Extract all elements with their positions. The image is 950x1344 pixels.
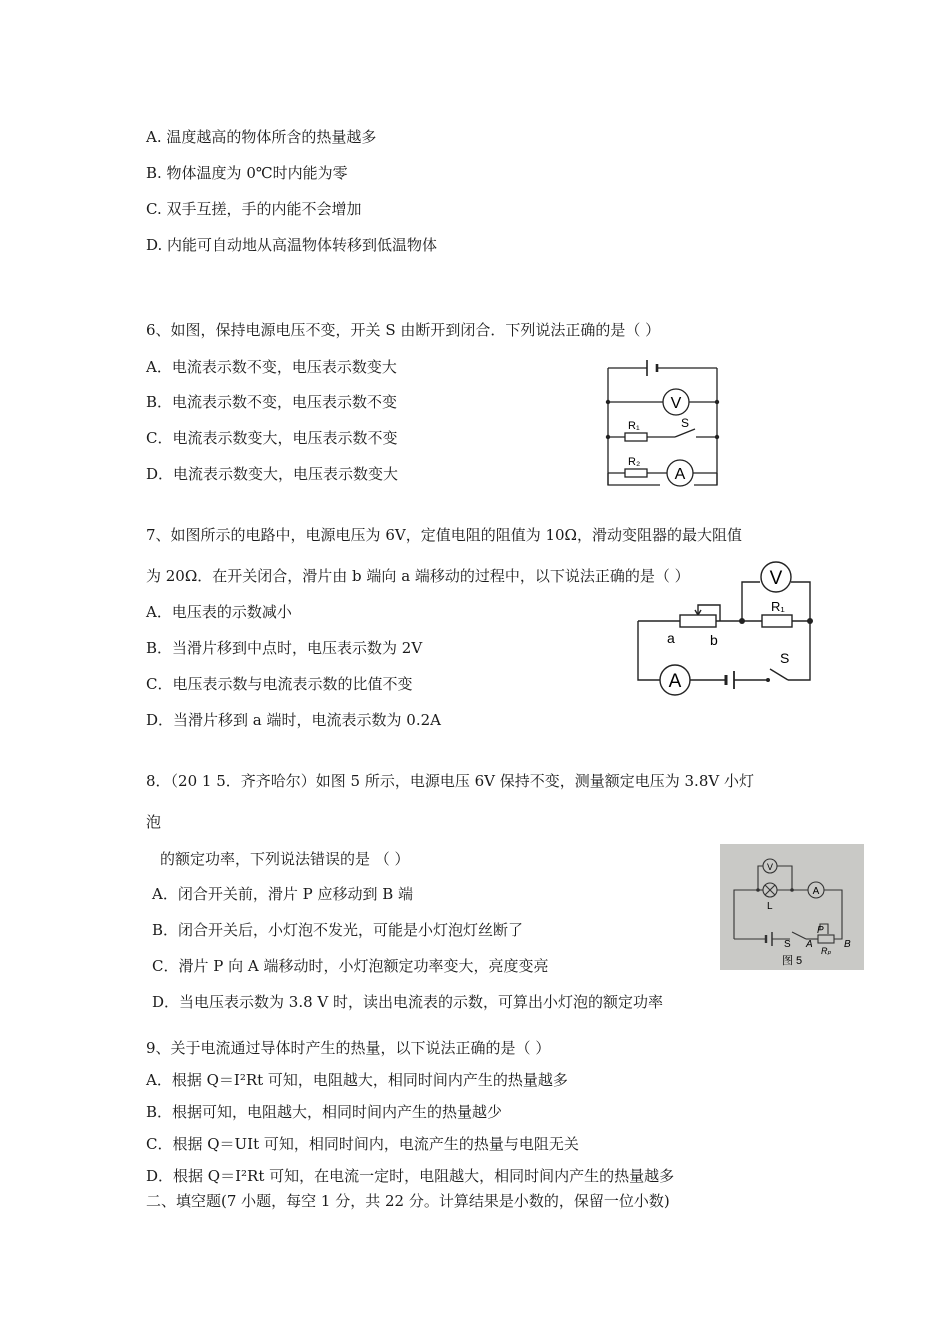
q5-option-c: C. 双手互搓，手的内能不会增加 bbox=[146, 200, 362, 218]
q8-slider-p-label: P bbox=[817, 925, 824, 936]
q6-circuit-diagram bbox=[600, 355, 730, 495]
section2-heading: 二、填空题(7 小题，每空 1 分，共 22 分。计算结果是小数的，保留一位小数) bbox=[146, 1192, 670, 1210]
q6-r2-label: R₂ bbox=[628, 456, 641, 468]
q5-option-b: B. 物体温度为 0℃时内能为零 bbox=[146, 164, 348, 182]
q6-option-a: A．电流表示数不变，电压表示数变大 bbox=[146, 358, 397, 376]
q7-option-a: A．电压表的示数减小 bbox=[146, 603, 292, 621]
q8-switch-label: S bbox=[784, 939, 791, 950]
q6-option-d: D．电流表示数变大，电压表示数变大 bbox=[146, 465, 399, 483]
q8-end-a-label: A bbox=[806, 939, 813, 950]
q7-circuit-diagram bbox=[630, 555, 820, 700]
q7-stem-line1: 7、如图所示的电路中，电源电压为 6V，定值电阻的阻值为 10Ω，滑动变阻器的最大阻值 bbox=[146, 526, 742, 544]
q6-voltmeter-label: V bbox=[670, 395, 682, 412]
q8-option-b: B．闭合开关后，小灯泡不发光，可能是小灯泡灯丝断了 bbox=[152, 921, 524, 939]
q8-circuit-diagram bbox=[720, 844, 864, 970]
q6-stem: 6、如图，保持电源电压不变，开关 S 由断开到闭合．下列说法正确的是（ ） bbox=[146, 321, 661, 339]
q8-rp-label: Rₚ bbox=[821, 946, 832, 956]
q7-option-b: B．当滑片移到中点时，电压表示数为 2V bbox=[146, 639, 423, 657]
q5-option-a: A. 温度越高的物体所含的热量越多 bbox=[146, 128, 377, 146]
q8-figure-caption: 图 5 bbox=[782, 955, 803, 967]
q5-option-d: D. 内能可自动地从高温物体转移到低温物体 bbox=[146, 236, 438, 254]
q8-stem-line2: 泡 bbox=[146, 813, 162, 831]
q7-r1-label: R₁ bbox=[771, 599, 785, 614]
q7-voltmeter-label: V bbox=[769, 568, 783, 589]
q9-option-d: D．根据 Q＝I²Rt 可知，在电流一定时，电阻越大，相同时间内产生的热量越多 bbox=[146, 1167, 675, 1185]
q8-voltmeter-label: V bbox=[766, 862, 774, 872]
q7-end-b-label: b bbox=[710, 632, 718, 648]
q6-ammeter-label: A bbox=[674, 466, 686, 483]
q8-option-d: D．当电压表示数为 3.8 V 时，读出电流表的示数，可算出小灯泡的额定功率 bbox=[152, 993, 664, 1011]
q6-r1-label: R₁ bbox=[628, 420, 640, 432]
q8-ammeter-label: A bbox=[812, 886, 820, 897]
q7-option-d: D．当滑片移到 a 端时，电流表示数为 0.2A bbox=[146, 711, 441, 729]
q9-stem: 9、关于电流通过导体时产生的热量，以下说法正确的是（ ） bbox=[146, 1039, 551, 1057]
q8-end-b-label: B bbox=[844, 939, 851, 950]
q8-option-c: C．滑片 P 向 A 端移动时，小灯泡额定功率变大，亮度变亮 bbox=[152, 957, 549, 975]
q8-lamp-label: L bbox=[767, 901, 773, 912]
q8-stem-line3: 的额定功率，下列说法错误的是 （ ） bbox=[160, 850, 410, 868]
q7-ammeter-label: A bbox=[668, 671, 682, 692]
q7-end-a-label: a bbox=[667, 630, 675, 646]
q7-stem-line2: 为 20Ω．在开关闭合，滑片由 b 端向 a 端移动的过程中，以下说法正确的是（ ） bbox=[146, 567, 690, 585]
q8-option-a: A．闭合开关前，滑片 P 应移动到 B 端 bbox=[152, 885, 414, 903]
q8-stem-line1: 8．（20 1 5．齐齐哈尔）如图 5 所示，电源电压 6V 保持不变，测量额定电压为 3.8V 小灯 bbox=[146, 772, 754, 790]
q6-option-c: C．电流表示数变大，电压表示数不变 bbox=[146, 429, 398, 447]
q7-option-c: C．电压表示数与电流表示数的比值不变 bbox=[146, 675, 413, 693]
q6-option-b: B．电流表示数不变，电压表示数不变 bbox=[146, 393, 398, 411]
q9-option-b: B．根据可知，电阻越大，相同时间内产生的热量越少 bbox=[146, 1103, 503, 1121]
q8-figure-photo bbox=[720, 844, 864, 970]
q7-switch-label: S bbox=[780, 650, 790, 666]
q9-option-a: A．根据 Q＝I²Rt 可知，电阻越大，相同时间内产生的热量越多 bbox=[146, 1071, 568, 1089]
q9-option-c: C．根据 Q＝UIt 可知，相同时间内，电流产生的热量与电阻无关 bbox=[146, 1135, 579, 1153]
q6-switch-label: S bbox=[681, 416, 690, 430]
